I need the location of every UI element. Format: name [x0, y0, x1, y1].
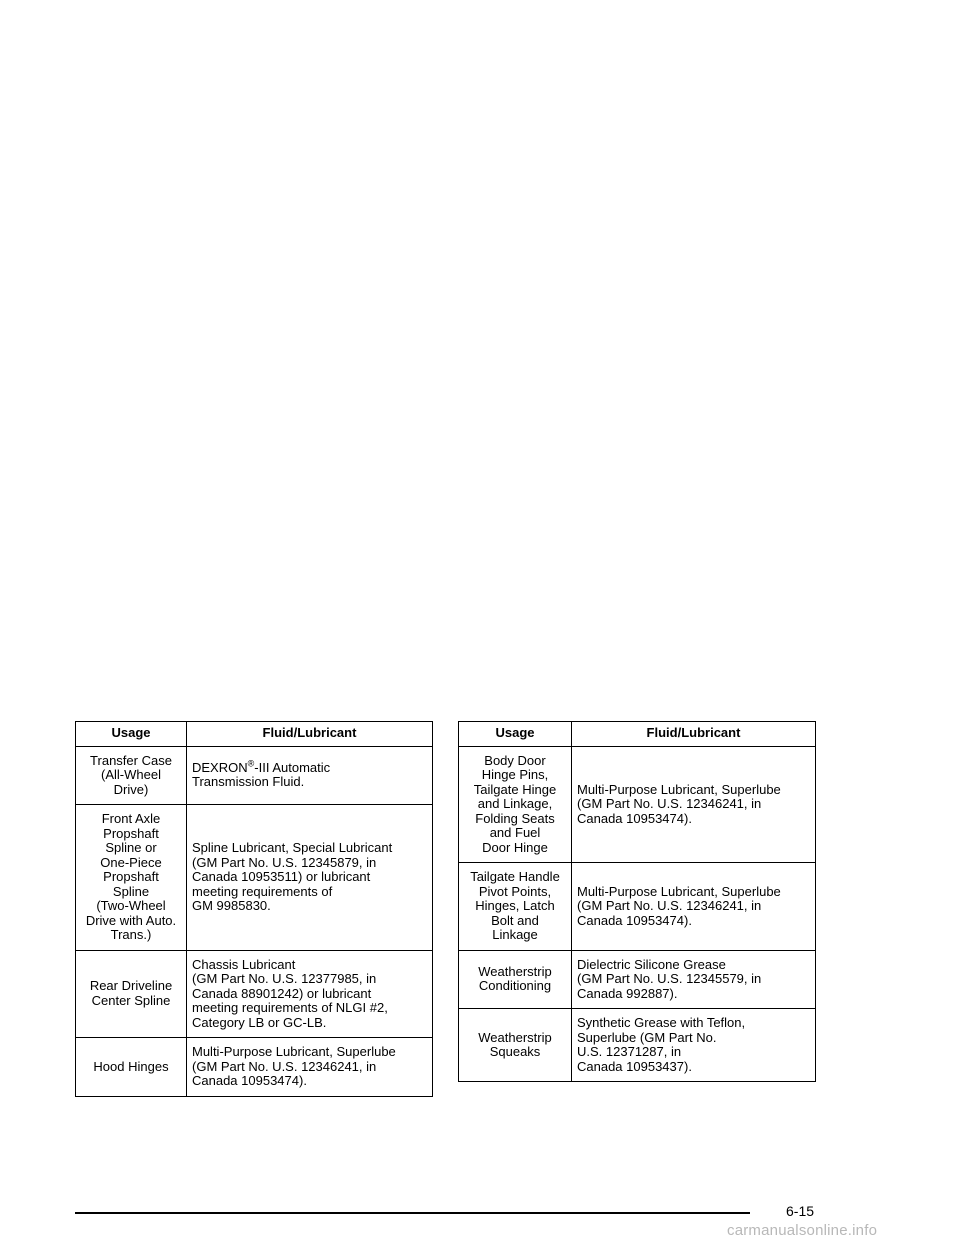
fluid-cell: Multi-Purpose Lubricant, Superlube (GM Part No. U.S. 12346241, in Canada 10953474). [187, 1038, 433, 1097]
table-row [459, 950, 816, 1009]
registered-mark: ® [247, 758, 255, 769]
page-number: 6-15 [786, 1203, 815, 1219]
fluid-cell: Dielectric Silicone Grease (GM Part No. U.S. 12345579, in Canada 992887). [572, 950, 816, 1009]
table-header-row [76, 722, 433, 747]
table-row [459, 863, 816, 951]
fluid-cell: Chassis Lubricant (GM Part No. U.S. 12377985, in Canada 88901242) or lubricant meeting requirements of NLGI #2, Category LB or GC-LB. [187, 950, 433, 1038]
usage-cell: Rear Driveline Center Spline [76, 950, 187, 1038]
usage-cell: Transfer Case (All-Wheel Drive) [76, 746, 187, 805]
usage-header: Usage [76, 722, 187, 747]
usage-header: Usage [459, 722, 572, 747]
watermark: carmanualsonline.info [727, 1222, 878, 1239]
footer-rule [75, 1212, 750, 1214]
table-row [459, 746, 816, 863]
fluid-header: Fluid/Lubricant [572, 722, 816, 747]
table-row [459, 1009, 816, 1082]
table-row [76, 805, 433, 951]
usage-cell: Tailgate Handle Pivot Points, Hinges, Latch Bolt and Linkage [459, 863, 572, 951]
usage-cell: Weatherstrip Conditioning [459, 950, 572, 1009]
table-row [76, 746, 433, 805]
usage-cell: Hood Hinges [76, 1038, 187, 1097]
usage-cell: Body Door Hinge Pins, Tailgate Hinge and Linkage, Folding Seats and Fuel Door Hinge [459, 746, 572, 863]
fluid-table-right [458, 721, 816, 1082]
table-row [76, 1038, 433, 1097]
fluid-cell: Multi-Purpose Lubricant, Superlube (GM Part No. U.S. 12346241, in Canada 10953474). [572, 863, 816, 951]
fluid-table-left [75, 721, 433, 1097]
table-header-row [459, 722, 816, 747]
fluid-cell: Synthetic Grease with Teflon, Superlube (GM Part No. U.S. 12371287, in Canada 10953437). [572, 1009, 816, 1082]
fluid-header: Fluid/Lubricant [187, 722, 433, 747]
fluid-cell: DEXRON®-III Automatic Transmission Fluid. [187, 746, 433, 805]
usage-cell: Front Axle Propshaft Spline or One-Piece Propshaft Spline (Two-Wheel Drive with Auto. Trans.) [76, 805, 187, 951]
fluid-cell: Spline Lubricant, Special Lubricant (GM Part No. U.S. 12345879, in Canada 10953511) or lubricant meeting requirements of GM 9985830. [187, 805, 433, 951]
table-row [76, 950, 433, 1038]
usage-cell: Weatherstrip Squeaks [459, 1009, 572, 1082]
fluid-cell: Multi-Purpose Lubricant, Superlube (GM Part No. U.S. 12346241, in Canada 10953474). [572, 746, 816, 863]
